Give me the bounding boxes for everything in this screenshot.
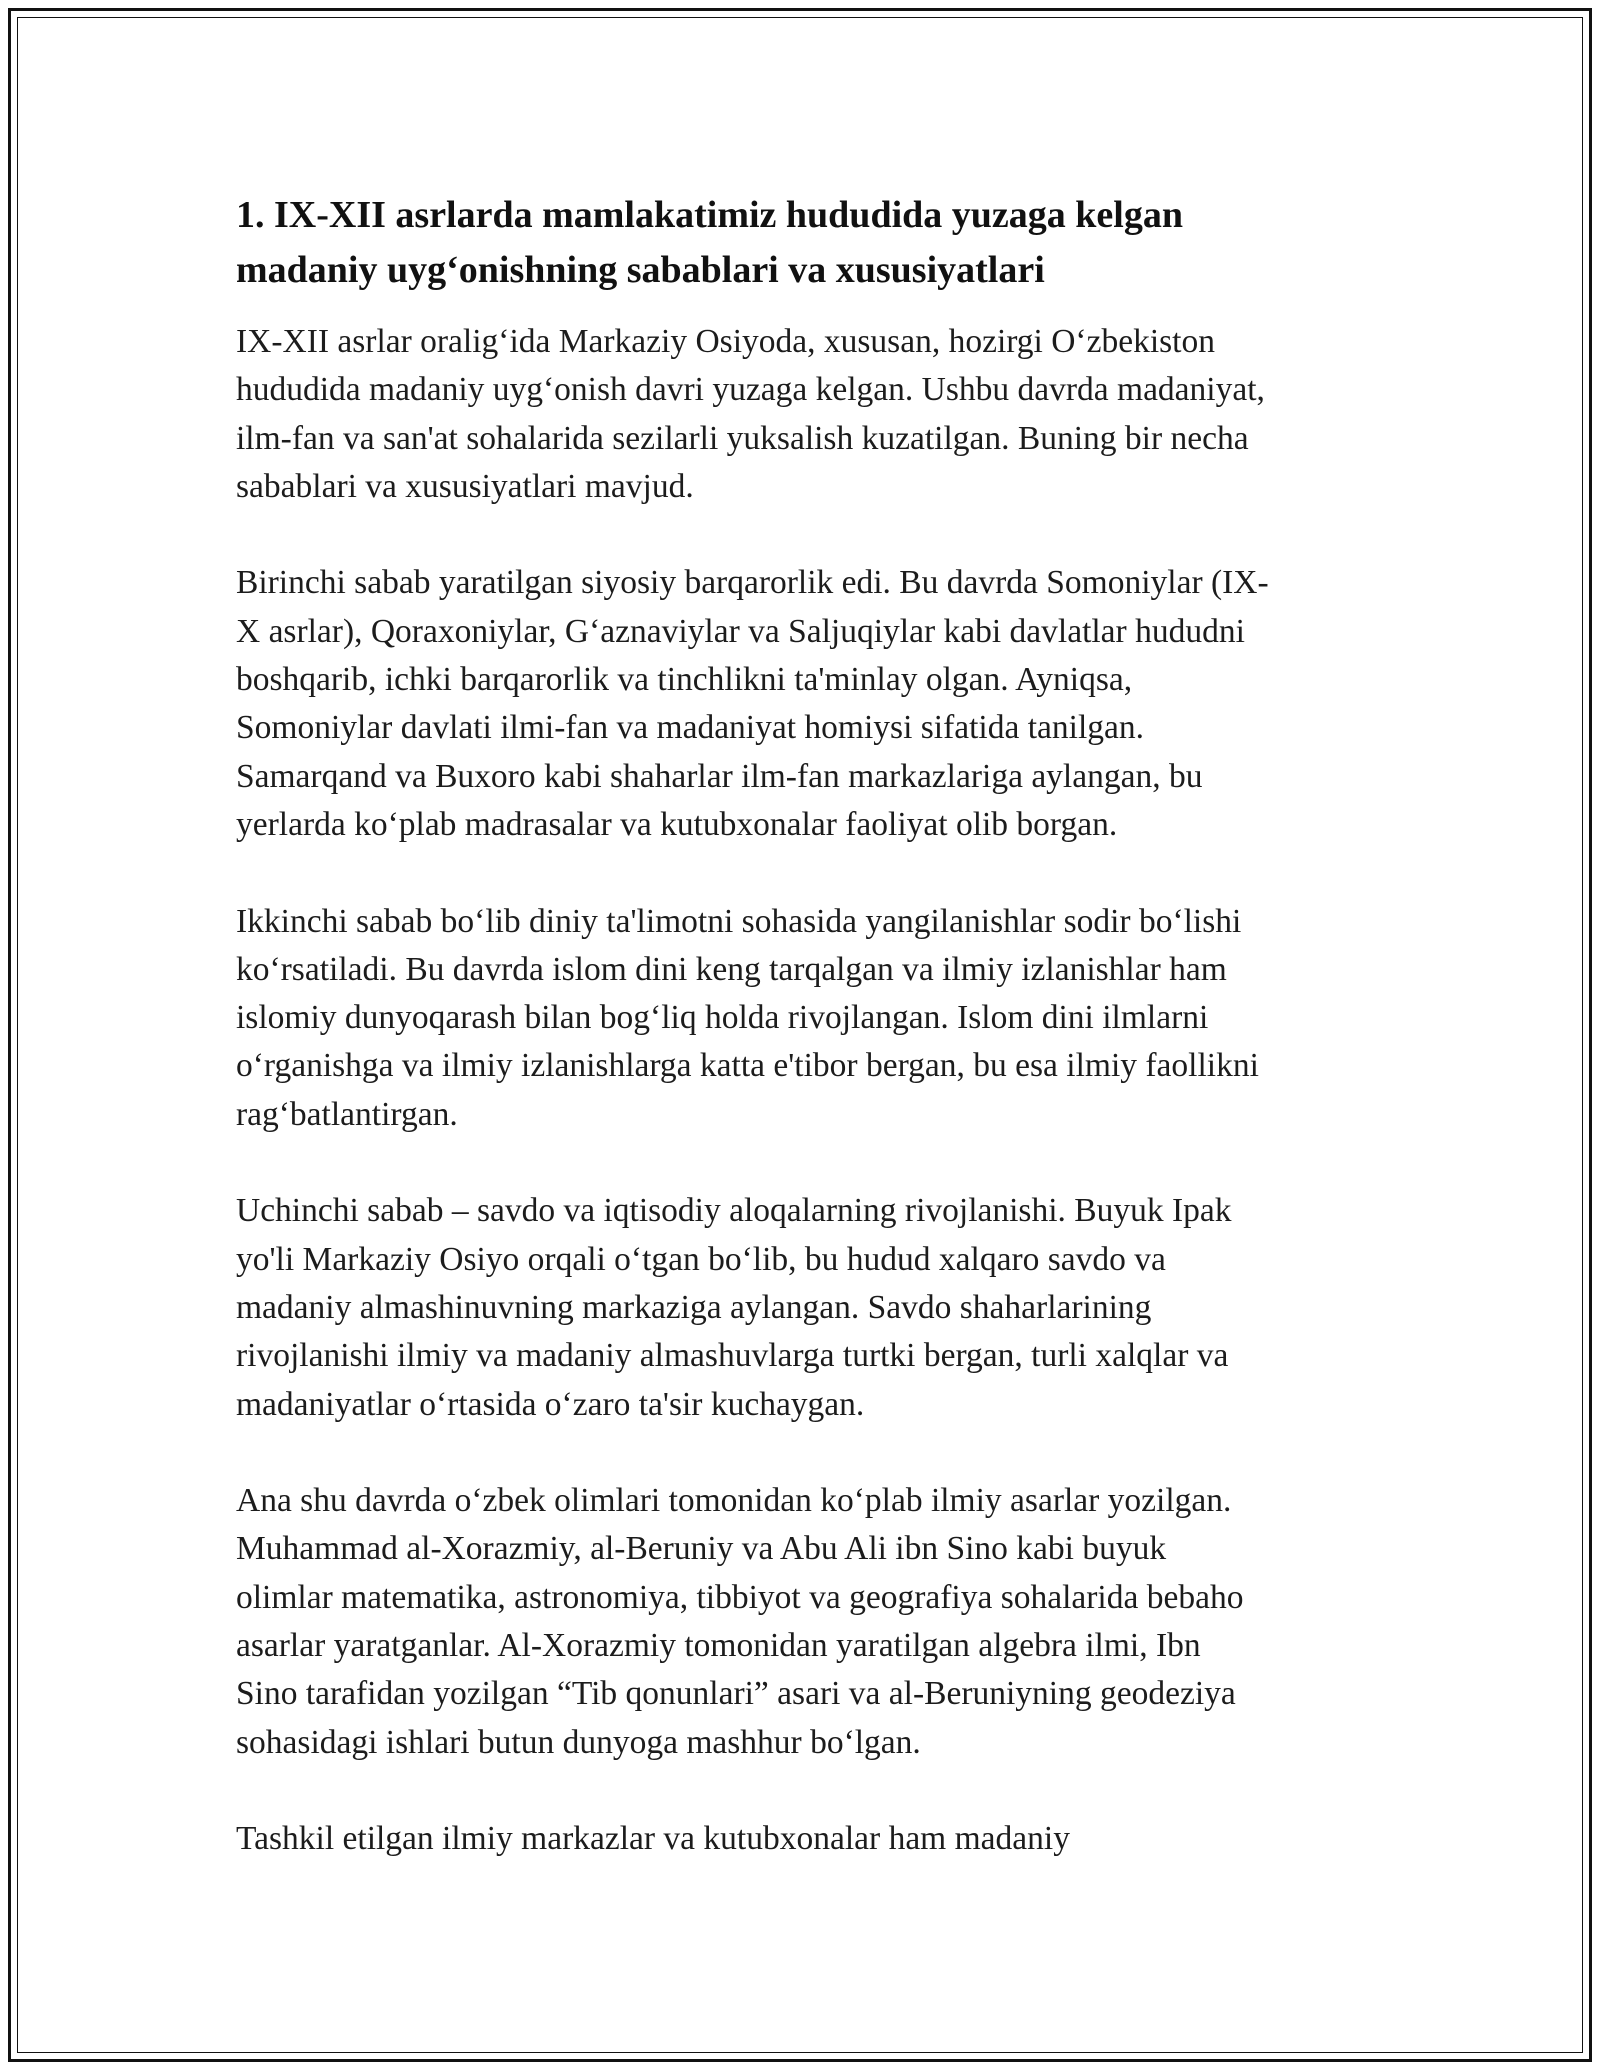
text-line: X asrlar), Qoraxoniylar, G‘aznaviylar va Saljuqiylar kabi davlatlar hududni bbox=[236, 612, 1245, 650]
text-line: sabablari va xususiyatlari mavjud. bbox=[236, 467, 694, 505]
paragraph-first-reason bbox=[236, 559, 1376, 849]
text-line: Muhammad al-Xorazmiy, al-Beruniy va Abu Ali ibn Sino kabi buyuk bbox=[236, 1530, 1167, 1568]
text-line: sohasidagi ishlari butun dunyoga mashhur bo‘lgan. bbox=[236, 1723, 921, 1761]
text-line: madaniy almashinuvning markaziga aylangan. Savdo shaharlarining bbox=[236, 1288, 1152, 1326]
text-line: o‘rganishga va ilmiy izlanishlarga katta e'tibor bergan, bu esa ilmiy faollikni bbox=[236, 1047, 1259, 1085]
text-line: Ana shu davrda o‘zbek olimlari tomonidan ko‘plab ilmiy asarlar yozilgan. bbox=[236, 1482, 1232, 1520]
text-line: hududida madaniy uyg‘onish davri yuzaga kelgan. Ushbu davrda madaniyat, bbox=[236, 371, 1265, 409]
text-line: Ikkinchi sabab bo‘lib diniy ta'limotni sohasida yangilanishlar sodir bo‘lishi bbox=[236, 902, 1242, 940]
text-line: Uchinchi sabab – savdo va iqtisodiy aloqalarning rivojlanishi. Buyuk Ipak bbox=[236, 1192, 1232, 1230]
document-body bbox=[236, 188, 1376, 1864]
text-line: IX-XII asrlar oralig‘ida Markaziy Osiyoda, xususan, hozirgi O‘zbekiston bbox=[236, 323, 1215, 360]
text-line: ko‘rsatiladi. Bu davrda islom dini keng tarqalgan va ilmiy izlanishlar ham bbox=[236, 950, 1227, 988]
text-line: Birinchi sabab yaratilgan siyosiy barqarorlik edi. Bu davrda Somoniylar (IX- bbox=[236, 564, 1269, 602]
text-line: madaniyatlar o‘rtasida o‘zaro ta'sir kuchaygan. bbox=[236, 1385, 865, 1423]
text-line: Samarqand va Buxoro kabi shaharlar ilm-fan markazlariga aylangan, bu bbox=[236, 757, 1203, 795]
paragraph-scholars bbox=[236, 1477, 1376, 1767]
text-line: rag‘batlantirgan. bbox=[236, 1095, 458, 1133]
paragraph-centers bbox=[236, 1815, 1376, 1863]
text-line: Sino tarafidan yozilgan “Tib qonunlari” asari va al-Beruniyning geodeziya bbox=[236, 1675, 1236, 1713]
text-line: islomiy dunyoqarash bilan bog‘liq holda rivojlangan. Islom dini ilmlarni bbox=[236, 999, 1209, 1037]
text-line: rivojlanishi ilmiy va madaniy almashuvlarga turtki bergan, turli xalqlar va bbox=[236, 1337, 1229, 1375]
text-line: Somoniylar davlati ilmi-fan va madaniyat homiysi sifatida tanilgan. bbox=[236, 709, 1145, 747]
text-line: olimlar matematika, astronomiya, tibbiyot va geografiya sohalarida bebaho bbox=[236, 1578, 1244, 1616]
text-line: asarlar yaratganlar. Al-Xorazmiy tomonidan yaratilgan algebra ilmi, Ibn bbox=[236, 1627, 1201, 1665]
text-line: yo'li Markaziy Osiyo orqali o‘tgan bo‘lib, bu hudud xalqaro savdo va bbox=[236, 1240, 1166, 1278]
text-line: Tashkil etilgan ilmiy markazlar va kutubxonalar ham madaniy bbox=[236, 1820, 1070, 1858]
text-line: yerlarda ko‘plab madrasalar va kutubxonalar faoliyat olib borgan. bbox=[236, 805, 1118, 843]
paragraph-second-reason bbox=[236, 898, 1376, 1139]
title-line: 1. IX-XII asrlarda mamlakatimiz hududida yuzaga kelgan bbox=[236, 194, 1183, 236]
page-title bbox=[236, 188, 1376, 298]
title-line: madaniy uyg‘onishning sabablari va xususiyatlari bbox=[236, 249, 1045, 291]
text-line: ilm-fan va san'at sohalarida sezilarli yuksalish kuzatilgan. Buning bir necha bbox=[236, 419, 1249, 457]
text-line: boshqarib, ichki barqarorlik va tinchlikni ta'minlay olgan. Ayniqsa, bbox=[236, 661, 1133, 699]
paragraph-intro bbox=[236, 318, 1376, 511]
paragraph-third-reason bbox=[236, 1187, 1376, 1428]
